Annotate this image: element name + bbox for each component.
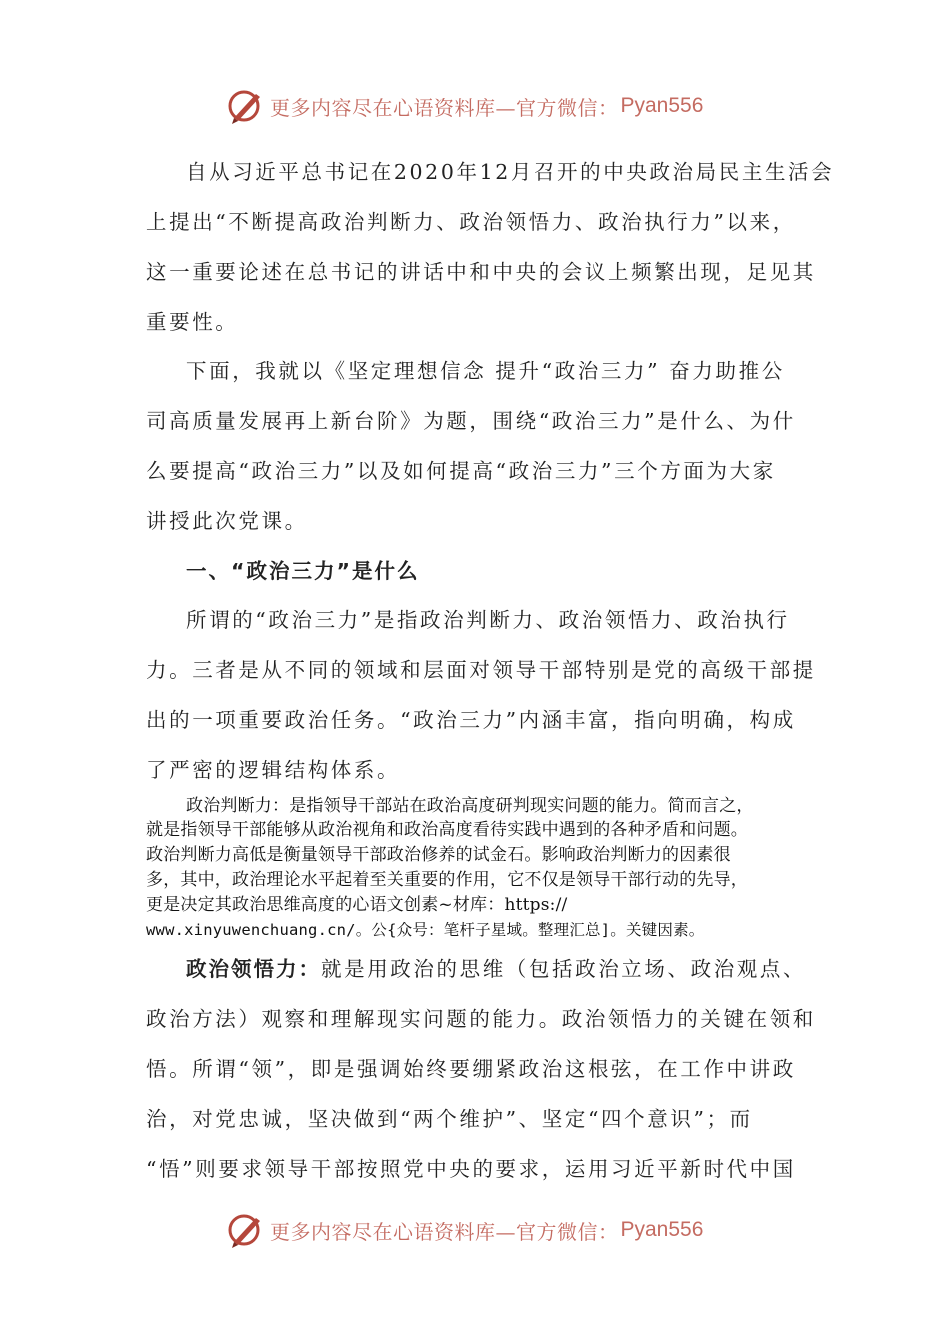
paragraph-line: 这一重要论述在总书记的讲话中和中央的会议上频繁出现，足见其 [146, 260, 816, 284]
inserted-text-line: 多，其中，政治理论水平起着至关重要的作用，它不仅是领导干部行动的先导， [146, 870, 748, 890]
paragraph-line: 么要提高“政治三力”以及如何提高“政治三力”三个方面为大家 [146, 459, 776, 483]
paragraph-line: 上提出“不断提高政治判断力、政治领悟力、政治执行力”以来， [146, 210, 796, 234]
paragraph-line: 政治方法）观察和理解现实问题的能力。政治领悟力的关键在领和 [146, 1007, 816, 1031]
paragraph-line [186, 954, 806, 984]
paragraph-line: 出的一项重要政治任务。“政治三力”内涵丰富，指向明确，构成 [146, 708, 796, 732]
banner-text: 更多内容尽在心语资料库—官方微信： [270, 1219, 619, 1244]
section-heading: 一、“政治三力”是什么 [186, 559, 420, 583]
banner-wechat-id: Pyan556 [620, 94, 704, 117]
paragraph-line: 力。三者是从不同的领域和层面对领导干部特别是党的高级干部提 [146, 658, 816, 682]
inserted-text-line: www.xinyuwenchuang.cn/。公{众号：笔杆子星域。整理汇总]。关键因素。 [146, 921, 705, 939]
paragraph-line: 悟。所谓“领”，即是强调始终要绷紧政治这根弦，在工作中讲政 [146, 1057, 796, 1081]
paragraph-line: 所谓的“政治三力”是指政治判断力、政治领悟力、政治执行 [186, 608, 790, 632]
pen-logo-icon [226, 1210, 266, 1250]
paragraph-line: 讲授此次党课。 [146, 509, 308, 533]
paragraph-line: “悟”则要求领导干部按照党中央的要求，运用习近平新时代中国 [146, 1157, 796, 1181]
inserted-text-line: 政治判断力高低是衡量领导干部政治修养的试金石。影响政治判断力的因素很 [146, 845, 731, 865]
paragraph-line: 自从习近平总书记在2020年12月召开的中央政治局民主生活会 [186, 160, 835, 184]
banner-text: 更多内容尽在心语资料库—官方微信： [270, 95, 619, 120]
paragraph-line: 治，对党忠诚，坚决做到“两个维护”、坚定“四个意识”；而 [146, 1107, 753, 1131]
paragraph-line: 司高质量发展再上新台阶》为题，围绕“政治三力”是什么、为什 [146, 409, 796, 433]
inserted-text-line: 政治判断力：是指领导干部站在政治高度研判现实问题的能力。简而言之， [186, 796, 754, 816]
inserted-text-line: 就是指领导干部能够从政治视角和政治高度看待实践中遇到的各种矛盾和问题。 [146, 820, 748, 840]
paragraph-line: 重要性。 [146, 310, 239, 334]
header-banner [226, 84, 703, 128]
term-label: 政治领悟力： [186, 957, 321, 981]
inserted-text-line: 更是决定其政治思维高度的心语文创素~材库：https:// [146, 895, 568, 915]
paragraph-line: 下面，我就以《坚定理想信念 提升“政治三力” 奋力助推公 [186, 359, 785, 383]
pen-logo-icon [226, 86, 266, 126]
banner-wechat-id: Pyan556 [620, 1218, 704, 1241]
paragraph-text: 就是用政治的思维（包括政治立场、政治观点、 [321, 957, 807, 981]
footer-banner [226, 1208, 703, 1252]
paragraph-line: 了严密的逻辑结构体系。 [146, 758, 401, 782]
